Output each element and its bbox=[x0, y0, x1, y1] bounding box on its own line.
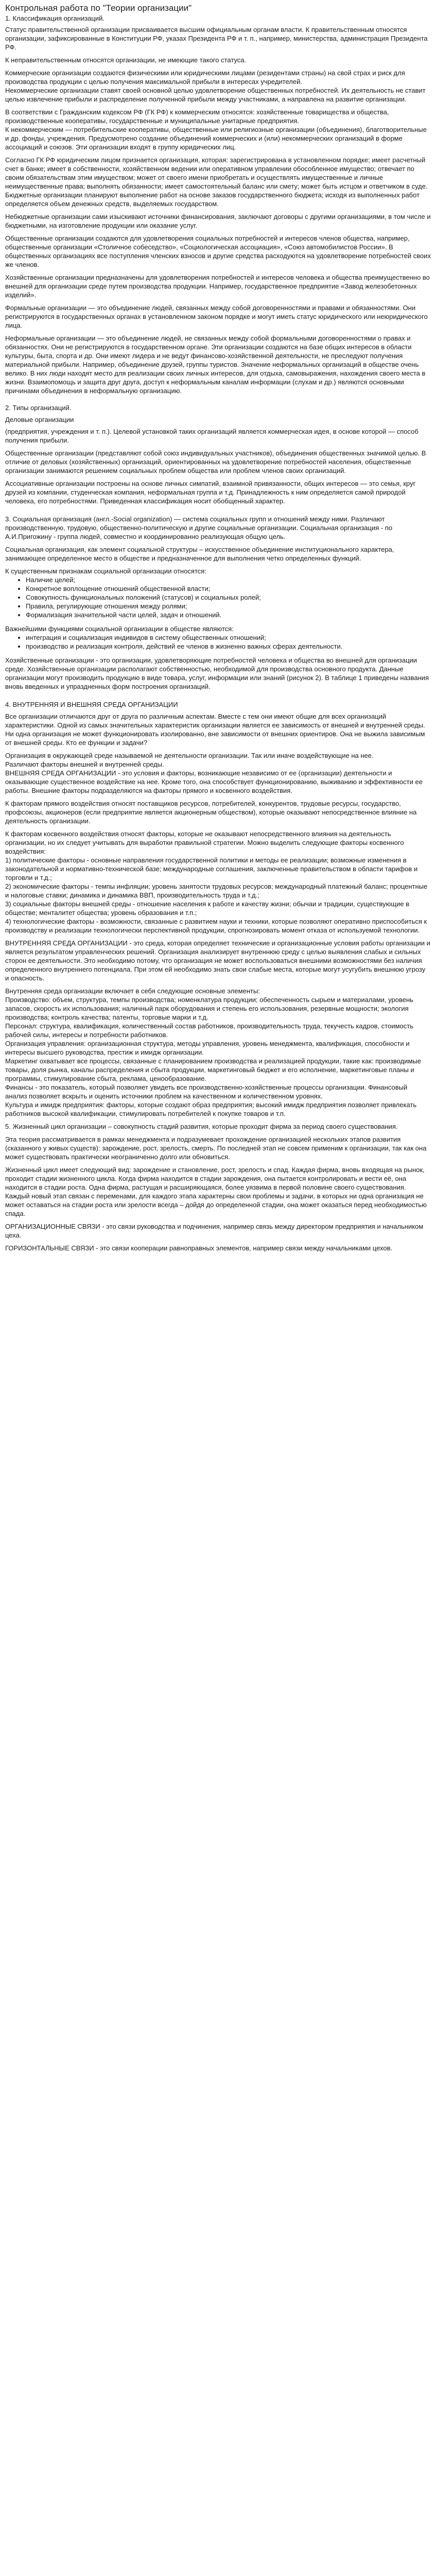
section-2-heading: 2. Типы организаций. bbox=[5, 404, 72, 412]
paragraph: Культура и имидж предприятия: факторы, которые создают образ предприятия; высокий имидж предприятия позволяет привлекать работников высокой квалификации, стимулировать потребителей к покупке товаров и т.п. bbox=[5, 1101, 417, 1117]
paragraph: Ассоциативные организации построены на основе личных симпатий, взаимной привязанности, общих интересов — это семья, круг друзей из компании, студенческая компания, неформальная группа и т.д. Принадлежность к ним определяется самой природой человека, его потребностями. Приведенная классификация носит обобщенный характер. bbox=[5, 480, 416, 505]
paragraph: ГОРИЗОНТАЛЬНЫЕ СВЯЗИ - это связи кооперации равноправных элементов, например связи между начальниками цехов. bbox=[5, 1244, 393, 1252]
paragraph: Некоммерческие организации ставят своей основной целью удовлетворение общественных потребностей. Их деятельность не ставит целью извлечение прибыли и распределение полученной прибыли между участниками, а направлена на развитие организации. bbox=[5, 87, 426, 103]
paragraph: ВНЕШНЯЯ СРЕДА ОРГАНИЗАЦИИ - это условия и факторы, возникающие независимо от ее (организации) деятельности и оказывающие существенное воздействие на нее. Кроме того, она способствует функционированию, выживанию и эффективности ее работы. Внешние факторы подразделяются на факторы прямого и косвенного воздействия. bbox=[5, 769, 423, 794]
paragraph: Различают факторы внешней и внутренней среды. bbox=[5, 760, 164, 768]
paragraph: Маркетинг охватывает все процессы, связанные с планированием производства и реализацией продукции, такие как: производимые товары, доля рынка, каналы распределения и сбыта продукции, маркетинговый бюджет и его исполнение, маркетинговые планы и программы, стимулирование сбыта, реклама, ценообразование. bbox=[5, 1057, 421, 1082]
paragraph: Согласно ГК РФ юридическим лицом признается организация, которая: зарегистрирована в установленном порядке; имеет расчетный счет в банке; имеет в собственности, хозяйственном ведении или оперативном управлении обособленное имущество; отвечает по своим обязательствам этим имуществом; может от своего имени приобретать и осуществлять имущественные и личные неимущественные права; выполнять обязанности; имеет самостоятельный баланс или смету; может быть истцом и ответчиком в суде. bbox=[5, 156, 428, 190]
paragraph: ВНУТРЕННЯЯ СРЕДА ОРГАНИЗАЦИИ - это среда, которая определяет технические и организационные условия работы организации и является результатом управленческих решений. Организация анализирует внутреннюю среду с целью выявления слабых и сильных сторон ее деятельности. Это необходимо потому, что организация не может воспользоваться внешними возможностями без наличия определенного внутреннего потенциала. При этом ей необходимо знать свои слабые места, которые могут усугубить внешнюю угрозу и опасность. bbox=[5, 939, 430, 982]
paragraph: Формальные организации — это объединение людей, связанных между собой договоренностями и правами и обязанностями. Они регистрируются в государственных органах в установленном законом порядке и могут иметь статус юридического или неюридического лица. bbox=[5, 304, 428, 329]
paragraph: К факторам косвенного воздействия относят факторы, которые не оказывают непосредственного влияния на деятельность организации, но их следует учитывать для выработки правильной стратегии. Можно выделить следующие факторы косвенного воздействия: bbox=[5, 830, 404, 855]
paragraph: Персонал: структура, квалификация, количественный состав работников, производительность труда, текучесть кадров, стоимость рабочей силы, интересы и потребности работников. bbox=[5, 1022, 413, 1039]
paragraph: 1) политические факторы - основные направления государственной политики и методы ее реализации; возможные изменения в законодательной и нормативно-технической базе; международные соглашения, заключенные правительством в области тарифов и торговли и т.д.; bbox=[5, 856, 418, 882]
paragraph: 2) экономические факторы - темпы инфляции; уровень занятости трудовых ресурсов; международный платежный баланс; процентные и налоговые ставки; динамика и динамика ВВП, производительность труда и т.д.; bbox=[5, 883, 428, 899]
paragraph: Финансы - это показатель, который позволяет увидеть все производственно-хозяйственные процессы организации. Финансовый анализ позволяет вскрыть и оценить источники проблем на качественном и количественном уровнях. bbox=[5, 1083, 408, 1100]
paragraph: Важнейшими функциями социальной организации в обществе являются: bbox=[5, 625, 234, 633]
section-5-body bbox=[5, 1122, 431, 1252]
paragraph: Хозяйственные организации - это организации, удовлетворяющие потребностей человека и общества во внешней для организации среде. Хозяйственные организации располагают собственностью, необходимой для производства основного продукта. Данные организации могут производить продукцию в виде товара, услуг, информации или знаний (рисунок 2). В таблице 1 приведены названия вновь введенных и упраздненных форм построения организаций. bbox=[5, 656, 429, 690]
list-item: • Правила, регулирующие отношения между ролями; bbox=[26, 602, 431, 611]
paragraph: Коммерческие организации создаются физическими или юридическими лицами (резидентами страны) на свой страх и риск для производства продукции с целью получения максимальной прибыли в интересах учредителей. bbox=[5, 69, 405, 86]
section-2-body bbox=[5, 427, 431, 505]
paragraph: Статус правительственной организации присваивается высшим официальным органам власти. К правительственным относятся организации, зафиксированные в Конституции РФ, указах Президента РФ и т. п., например, министерства, администрация Президента РФ. bbox=[5, 26, 428, 51]
paragraph: Общественные организации создаются для удовлетворения социальных потребностей и интересов членов общества, например, общественные организации «Столичное собеседство», «Социологическая ассоциация», «Союз автомобилистов России». В общественных организациях все поступления членских взносов и другие средства расходуются на удовлетворение потребностей своих же членов. bbox=[5, 234, 431, 268]
paragraph: К существенным признакам социальной организации относятся: bbox=[5, 567, 206, 575]
section-4-heading: 4. ВНУТРЕННЯЯ И ВНЕШНЯЯ СРЕДА ОРГАНИЗАЦИИ bbox=[5, 701, 178, 708]
features-list bbox=[5, 575, 431, 619]
paragraph: Все организации отличаются друг от друга по различным аспектам. Вместе с тем они имеют общие для всех организаций характеристики. Одной из самых значительных характеристик организации является ее зависимость от внешней и внутренней среды. Ни одна организация не может функционировать изолированно, вне зависимости от внешних ориентиров. Она не выжила зависимым от внешней среды. Кто ее функции и задачи? bbox=[5, 713, 425, 747]
paragraph: Социальная организация, как элемент социальной структуры – искусственное объединение институционального характера, занимающее определенное место в обществе и предназначенное для выполнения четко определенных функций. bbox=[5, 546, 394, 562]
page-title: Контрольная работа по "Теории организации" bbox=[5, 3, 192, 13]
list-item: • Формализация значительной части целей, задач и отношений. bbox=[26, 611, 431, 619]
paragraph: Организация в окружающей среде называемой не деятельности организации. Так или иначе воздействующие на нее. bbox=[5, 752, 374, 759]
section-2-subheading: Деловые организации bbox=[5, 416, 74, 423]
paragraph: ОРГАНИЗАЦИОННЫЕ СВЯЗИ - это связи руководства и подчинения, например связь между директором предприятия и начальником цеха. bbox=[5, 1223, 424, 1239]
document-page bbox=[0, 0, 436, 1269]
section-5-heading: 5. Жизненный цикл организации – совокупность стадий развития, которые проходит фирма за период своего существования. bbox=[5, 1123, 398, 1130]
list-item: • производство и реализация контроля, действий ее членов в жизненно важных сферах деятельности. bbox=[26, 642, 431, 651]
section-1-body bbox=[5, 25, 431, 395]
section-3-heading: 3. Социальная организация (англ.-Social organization) — система социальных групп и отношений между ними. Различают производственную, трудовую, общественно-политическую и другие социальные организации. Социальная организация - по А.И.Пригожину - группа людей, совместно и координированно реализующая общую цель. bbox=[5, 515, 393, 540]
list-item: • интеграция и социализация индивидов в систему общественных отношений; bbox=[26, 633, 431, 642]
paragraph: В соответствии с Гражданским кодексом РФ (ГК РФ) к коммерческим относятся: хозяйственные товарищества и общества, производственные кооперативы, государственные и муниципальные унитарные предприятия. bbox=[5, 108, 389, 125]
paragraph: 4) технологические факторы - возможности, связанные с развитием науки и техники, которые позволяют оперативно приспособиться к производству и реализации технологически перспективной продукции, спрогнозировать момент отказа от используемой технологии. bbox=[5, 918, 427, 934]
section-4-body bbox=[5, 712, 431, 1118]
paragraph: Производство: объем, структура, темпы производства; номенклатура продукции; обеспеченность сырьем и материалами, уровень запасов, скорость их использования; наличный парк оборудования и степень его использования, резервные мощности; экология производства; контроль качества; патенты, торговые марки и т.д. bbox=[5, 996, 413, 1021]
paragraph: Эта теория рассматривается в рамках менеджмента и подразумевает прохождение организацией нескольких этапов развития (сказанного у живых существ): зарождение, рост, зрелость, смерть. По последней этап не совсем применим к организации, так как она может существовать практически неограниченно долго или обновиться. bbox=[5, 1136, 427, 1161]
paragraph: Общественные организации (представляют собой союз индивидуальных участников), объединения общественных значимой целью. В отличие от деловых (хозяйственных) организаций, ориентированных на удовлетворение потребностей населения, общественные организации занимаются решением социальных проблем общества или проблем членов своих организаций. bbox=[5, 449, 426, 474]
paragraph: (предприятия, учреждения и т. п.). Целевой установкой таких организаций является коммерческая идея, в основе которой — способ получения прибыли. bbox=[5, 428, 418, 444]
section-1-heading: 1. Классификация организаций. bbox=[5, 14, 104, 22]
paragraph: К факторам прямого воздействия относят поставщиков ресурсов, потребителей, конкурентов, трудовые ресурсы, государство, профсоюзы, акционеров (если предприятие является акционерным обществом), которые оказывают непосредственное влияние на деятельность организации. bbox=[5, 800, 417, 825]
list-item: • Конкретное воплощение отношений общественной власти; bbox=[26, 584, 431, 593]
paragraph: Организация управления: организационная структура, методы управления, уровень менеджмента, квалификация, способности и интересы высшего руководства, престиж и имидж организации. bbox=[5, 1040, 410, 1056]
paragraph: Неформальные организации — это объединение людей, не связанных между собой формальными договоренностями о правах и обязанностях. Они не регистрируются в государственном органе. Эти организации создаются на базе общих интересов в области культуры, быта, спорта и др. Они имеют лидера и не ведут финансово-хозяйственной деятельности, не преследуют получения материальной прибыли. Например, объединение друзей, группы туристов. Значение неформальных организаций в обществе очень велико. В них люди находят место для реализации своих личных интересов, для отдыха, самовыражения, нахождения своего места в жизни. Взаимопомощь и защита друг друга, доступ к неформальным каналам информации (слухам и др.) являются основными причинами объединения в неформальную организацию. bbox=[5, 334, 426, 395]
functions-list bbox=[5, 633, 431, 651]
paragraph: К некоммерческим — потребительские кооперативы, общественные или религиозные организации (объединения), благотворительные и др. фонды, учреждения. Предусмотрено создание объединений коммерческих и (или) некоммерческих организаций в форме ассоциаций и союзов. Эти организации входят в группу юридических лиц. bbox=[5, 126, 427, 151]
paragraph: Внутренняя среда организации включает в себя следующие основные элементы: bbox=[5, 987, 260, 995]
paragraph: Жизненный цикл имеет следующий вид: зарождение и становление, рост, зрелость и спад. Каждая фирма, вновь входящая на рынок, проходит стадии жизненного цикла. Когда фирма находится в стадии зарождения, она пытается контролировать и вести её, она находится в стадии роста. Одна фирма, растущая и расширяющаяся, более уязвима в первой половине своего существования. Каждый новый этап связан с переменами, для каждого этапа характерны свои проблемы и задачи, в которых ни одна организация не может оставаться на стадии роста или зрелости всегда – дойдя до определенной стадии, она может оказаться перед необходимостью спада. bbox=[5, 1166, 427, 1217]
paragraph: 3) социальные факторы внешней среды - отношение населения к работе и качеству жизни; обычаи и традиции, существующие в обществе; менталитет общества; уровень образования и т.п.; bbox=[5, 900, 410, 917]
paragraph: Небюджетные организации сами изыскивают источники финансирования, заключают договоры с другими организациями, в том числе и бюджетными, на изготовление продукции или оказание услуг. bbox=[5, 213, 431, 229]
paragraph: Бюджетные организации планируют выполнение работ на основе заказов государственного бюджета; исходя из выполненных работ определяется объем денежных средств, выделяемых государством. bbox=[5, 191, 420, 208]
list-item: • Наличие целей; bbox=[26, 575, 431, 584]
list-item: • Совокупность функциональных положений (статусов) и социальных ролей; bbox=[26, 593, 431, 602]
paragraph: К неправительственным относятся организации, не имеющие такого статуса. bbox=[5, 56, 247, 64]
section-3-body bbox=[5, 515, 431, 691]
paragraph: Хозяйственные организации предназначены для удовлетворения потребностей и интересов человека и общества преимущественно во внешней для организации среде путем производства продукции. Например, государственное предприятие «Завод железобетонных изделий». bbox=[5, 274, 430, 299]
